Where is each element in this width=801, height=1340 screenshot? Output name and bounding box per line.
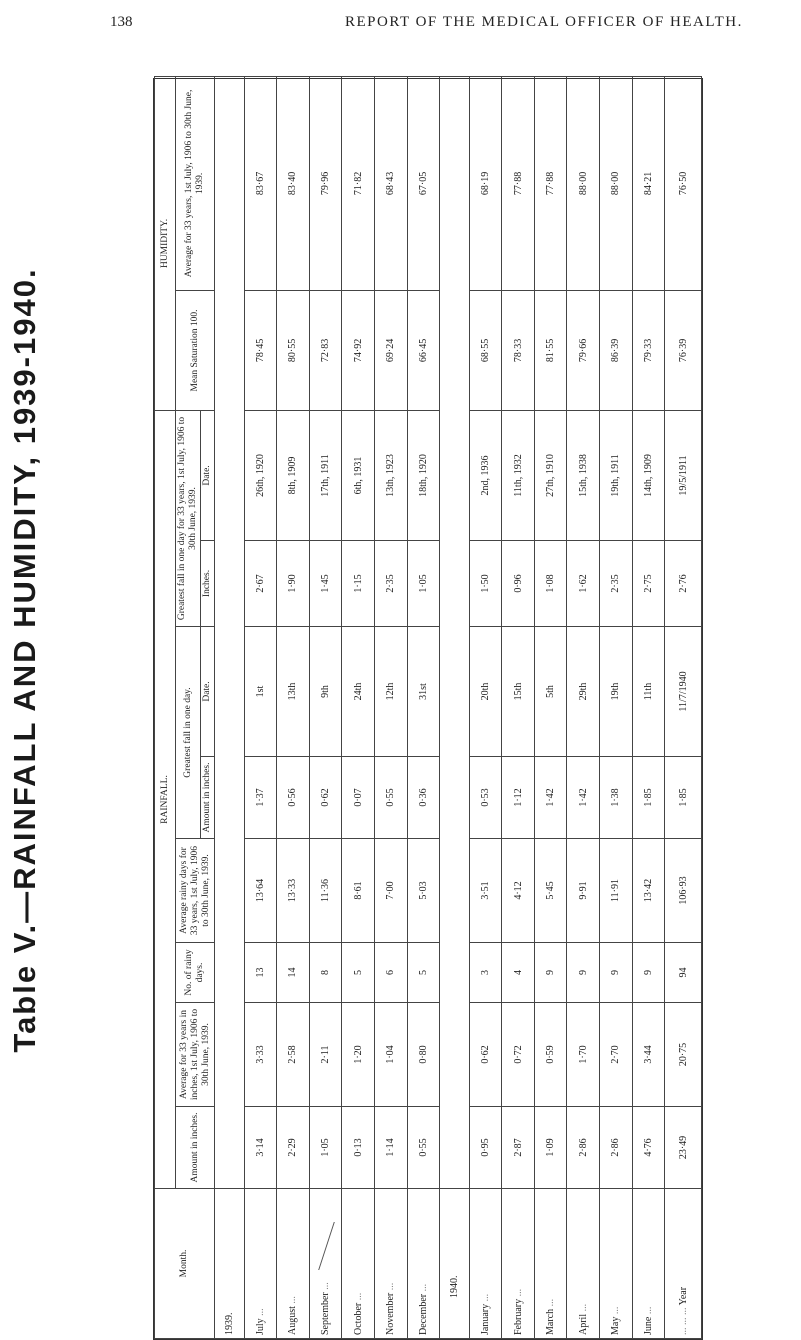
mean-sat-cell: 79·66 xyxy=(567,290,600,410)
avg-rainy-cell: 13·42 xyxy=(632,839,665,943)
running-header: REPORT OF THE MEDICAL OFFICER OF HEALTH. xyxy=(345,14,743,30)
g-date-cell: 11/7/1940 xyxy=(665,627,702,757)
avg-amount-cell: 2·11 xyxy=(309,1003,342,1107)
g-date-cell: 24th xyxy=(342,627,375,757)
rainy-days-cell: 3 xyxy=(469,943,502,1003)
avg-rainy-cell: 106·93 xyxy=(665,839,702,943)
rainy-days-cell: 6 xyxy=(374,943,407,1003)
mean-sat-cell: 79·33 xyxy=(632,290,665,410)
g-amount-cell: 0·62 xyxy=(309,757,342,839)
g-avg-inches-cell: 0·96 xyxy=(502,541,535,627)
g-date-cell: 19th xyxy=(600,627,633,757)
avg-sat-cell: 67·05 xyxy=(407,76,440,290)
rainy-days-cell: 13 xyxy=(244,943,277,1003)
amount-cell: 2·86 xyxy=(600,1107,633,1189)
g-date-cell: 12th xyxy=(374,627,407,757)
avg-sat-cell: 77·88 xyxy=(534,76,567,290)
avg-rainy-cell: 5·03 xyxy=(407,839,440,943)
avg-amount-cell: 0·80 xyxy=(407,1003,440,1107)
month-cell: May ... xyxy=(600,1189,633,1339)
g-avg-date-header: Date. xyxy=(201,410,215,540)
month-cell: February ... xyxy=(502,1189,535,1339)
table-row xyxy=(469,76,502,1338)
g-date-cell: 31st xyxy=(407,627,440,757)
avg-amount-cell: 3·33 xyxy=(244,1003,277,1107)
g-avg-inches-cell: 1·50 xyxy=(469,541,502,627)
mean-sat-cell: 81·55 xyxy=(534,290,567,410)
month-cell: April ... xyxy=(567,1189,600,1339)
avg-sat-cell: 76·50 xyxy=(665,76,702,290)
avg-sat-cell: 88·00 xyxy=(567,76,600,290)
mean-sat-cell: 66·45 xyxy=(407,290,440,410)
mean-sat-cell: 68·55 xyxy=(469,290,502,410)
month-cell: July ... xyxy=(244,1189,277,1339)
humidity-group: HUMIDITY. xyxy=(155,76,176,410)
rainfall-humidity-table xyxy=(153,78,703,1340)
mean-sat-header: Mean Saturation 100. xyxy=(176,290,215,410)
g-amount-cell: 1·85 xyxy=(665,757,702,839)
table-row xyxy=(567,76,600,1338)
rainy-days-cell: 5 xyxy=(407,943,440,1003)
mean-sat-cell: 74·92 xyxy=(342,290,375,410)
g-date-cell: 20th xyxy=(469,627,502,757)
g-date-header: Date. xyxy=(201,627,215,757)
amount-cell: 1·14 xyxy=(374,1107,407,1189)
g-amount-cell: 1·42 xyxy=(534,757,567,839)
rainy-days-cell: 14 xyxy=(277,943,310,1003)
avg-amount-cell: 1·04 xyxy=(374,1003,407,1107)
g-avg-inches-cell: 2·67 xyxy=(244,541,277,627)
table-row xyxy=(374,76,407,1338)
avg-sat-cell: 83·40 xyxy=(277,76,310,290)
rainy-days-cell: 9 xyxy=(567,943,600,1003)
month-cell: January ... xyxy=(469,1189,502,1339)
avg-amount-cell: 2·70 xyxy=(600,1003,633,1107)
g-date-cell: 5th xyxy=(534,627,567,757)
month-cell: March ... xyxy=(534,1189,567,1339)
mean-sat-cell: 78·45 xyxy=(244,290,277,410)
amount-cell: 4·76 xyxy=(632,1107,665,1189)
avg-amount-cell: 0·59 xyxy=(534,1003,567,1107)
g-amount-cell: 1·42 xyxy=(567,757,600,839)
amount-cell: 0·95 xyxy=(469,1107,502,1189)
g-amount-cell: 1·85 xyxy=(632,757,665,839)
g-avg-inches-cell: 1·08 xyxy=(534,541,567,627)
rainy-days-cell: 9 xyxy=(534,943,567,1003)
table-row xyxy=(502,76,535,1338)
amount-cell: 1·05 xyxy=(309,1107,342,1189)
g-amount-cell: 1·12 xyxy=(502,757,535,839)
g-amount-cell: 0·07 xyxy=(342,757,375,839)
table-row xyxy=(600,76,633,1338)
fall-day-group: Greatest fall in one day. xyxy=(176,627,201,839)
rainy-days-cell: 8 xyxy=(309,943,342,1003)
avg-rainy-cell: 5·45 xyxy=(534,839,567,943)
page-number: 138 xyxy=(110,14,133,30)
amount-cell: 23·49 xyxy=(665,1107,702,1189)
g-avg-date-cell: 27th, 1910 xyxy=(534,410,567,540)
mean-sat-cell: 76·39 xyxy=(665,290,702,410)
avg-rainy-cell: 3·51 xyxy=(469,839,502,943)
g-avg-date-cell: 19th, 1911 xyxy=(600,410,633,540)
avg-amount-cell: 20·75 xyxy=(665,1003,702,1107)
table-row xyxy=(534,76,567,1338)
avg-amount-cell: 2·58 xyxy=(277,1003,310,1107)
mean-sat-cell: 80·55 xyxy=(277,290,310,410)
g-amount-cell: 0·53 xyxy=(469,757,502,839)
avg-rainy-cell: 11·91 xyxy=(600,839,633,943)
avg-sat-cell: 83·67 xyxy=(244,76,277,290)
table-row xyxy=(309,76,342,1338)
avg-rainy-cell: 13·64 xyxy=(244,839,277,943)
g-amount-header: Amount in inches. xyxy=(201,757,215,839)
mean-sat-cell: 72·83 xyxy=(309,290,342,410)
mean-sat-cell: 86·39 xyxy=(600,290,633,410)
amount-header: Amount in inches. xyxy=(176,1107,215,1189)
g-avg-inches-cell: 2·76 xyxy=(665,541,702,627)
amount-cell: 0·55 xyxy=(407,1107,440,1189)
month-cell: December ... xyxy=(407,1189,440,1339)
g-avg-inches-cell: 1·62 xyxy=(567,541,600,627)
g-avg-inches-cell: 2·35 xyxy=(600,541,633,627)
month-cell: August ... xyxy=(277,1189,310,1339)
fall-day-avg-group: Greatest fall in one day for 33 years, 1st July, 1906 to 30th June, 1939. xyxy=(176,410,201,626)
g-avg-inches-cell: 2·75 xyxy=(632,541,665,627)
g-avg-date-cell: 15th, 1938 xyxy=(567,410,600,540)
g-avg-date-cell: 6th, 1931 xyxy=(342,410,375,540)
g-avg-date-cell: 18th, 1920 xyxy=(407,410,440,540)
amount-cell: 1·09 xyxy=(534,1107,567,1189)
table-title: Table V.—RAINFALL AND HUMIDITY, 1939-1940. xyxy=(7,267,42,1053)
g-date-cell: 9th xyxy=(309,627,342,757)
g-date-cell: 11th xyxy=(632,627,665,757)
month-header: Month. xyxy=(155,1189,215,1339)
g-avg-inches-cell: 1·90 xyxy=(277,541,310,627)
avg-rainy-cell: 4·12 xyxy=(502,839,535,943)
rainy-days-cell: 4 xyxy=(502,943,535,1003)
month-cell: October ... xyxy=(342,1189,375,1339)
avg-rainy-cell: 8·61 xyxy=(342,839,375,943)
avg-rainy-cell: 9·91 xyxy=(567,839,600,943)
g-avg-date-cell: 14th, 1909 xyxy=(632,410,665,540)
g-date-cell: 15th xyxy=(502,627,535,757)
rainy-days-header: No. of rainy days. xyxy=(176,943,215,1003)
month-cell: November ... xyxy=(374,1189,407,1339)
g-avg-inches-cell: 2·35 xyxy=(374,541,407,627)
rainy-days-cell: 5 xyxy=(342,943,375,1003)
avg-amount-cell: 0·62 xyxy=(469,1003,502,1107)
table-row xyxy=(407,76,440,1338)
mean-sat-cell: 78·33 xyxy=(502,290,535,410)
avg-sat-cell: 84·21 xyxy=(632,76,665,290)
g-date-cell: 13th xyxy=(277,627,310,757)
g-avg-inches-cell: 1·15 xyxy=(342,541,375,627)
avg-rainy-cell: 13·33 xyxy=(277,839,310,943)
g-amount-cell: 0·56 xyxy=(277,757,310,839)
g-amount-cell: 0·55 xyxy=(374,757,407,839)
table-row xyxy=(277,76,310,1338)
avg-amount-cell: 0·72 xyxy=(502,1003,535,1107)
avg-rainy-cell: 11·36 xyxy=(309,839,342,943)
g-avg-inches-cell: 1·05 xyxy=(407,541,440,627)
avg-sat-cell: 79·96 xyxy=(309,76,342,290)
month-cell: ... ... ... Year xyxy=(665,1189,702,1339)
g-avg-inches-header: Inches. xyxy=(201,541,215,627)
avg-sat-cell: 68·43 xyxy=(374,76,407,290)
mean-sat-cell: 69·24 xyxy=(374,290,407,410)
g-avg-date-cell: 13th, 1923 xyxy=(374,410,407,540)
year-label: 1939. xyxy=(215,1189,245,1339)
rainy-days-cell: 9 xyxy=(632,943,665,1003)
avg-amount-cell: 1·70 xyxy=(567,1003,600,1107)
rainfall-group: RAINFALL. xyxy=(155,410,176,1188)
g-avg-inches-cell: 1·45 xyxy=(309,541,342,627)
avg-rainy-header: Average rainy days for 33 years, 1st July, 1906 to 30th June, 1939. xyxy=(176,839,215,943)
avg-sat-cell: 71·82 xyxy=(342,76,375,290)
avg-sat-cell: 88·00 xyxy=(600,76,633,290)
amount-cell: 0·13 xyxy=(342,1107,375,1189)
g-avg-date-cell: 11th, 1932 xyxy=(502,410,535,540)
month-cell: September ... xyxy=(309,1189,342,1339)
amount-cell: 2·87 xyxy=(502,1107,535,1189)
g-amount-cell: 1·37 xyxy=(244,757,277,839)
g-date-cell: 29th xyxy=(567,627,600,757)
rainy-days-cell: 94 xyxy=(665,943,702,1003)
table-row xyxy=(632,76,665,1338)
g-avg-date-cell: 2nd, 1936 xyxy=(469,410,502,540)
avg-amount-cell: 1·20 xyxy=(342,1003,375,1107)
avg-amount-cell: 3·44 xyxy=(632,1003,665,1107)
avg-rainy-cell: 7·00 xyxy=(374,839,407,943)
g-avg-date-cell: 19/5/1911 xyxy=(665,410,702,540)
g-avg-date-cell: 26th, 1920 xyxy=(244,410,277,540)
g-date-cell: 1st xyxy=(244,627,277,757)
table-row xyxy=(342,76,375,1338)
total-row xyxy=(665,76,702,1338)
g-avg-date-cell: 17th, 1911 xyxy=(309,410,342,540)
avg-amount-header: Average for 33 years in inches, 1st July, 1906 to 30th June, 1939. xyxy=(176,1003,215,1107)
avg-sat-cell: 68·19 xyxy=(469,76,502,290)
rainy-days-cell: 9 xyxy=(600,943,633,1003)
table-row xyxy=(244,76,277,1338)
g-amount-cell: 1·38 xyxy=(600,757,633,839)
amount-cell: 2·86 xyxy=(567,1107,600,1189)
g-avg-date-cell: 8th, 1909 xyxy=(277,410,310,540)
year-label: 1940. xyxy=(440,1189,470,1339)
avg-sat-cell: 77·88 xyxy=(502,76,535,290)
avg-sat-header: Average for 33 years, 1st July, 1906 to 30th June, 1939. xyxy=(176,76,215,290)
amount-cell: 2·29 xyxy=(277,1107,310,1189)
g-amount-cell: 0·36 xyxy=(407,757,440,839)
amount-cell: 3·14 xyxy=(244,1107,277,1189)
month-cell: June ... xyxy=(632,1189,665,1339)
